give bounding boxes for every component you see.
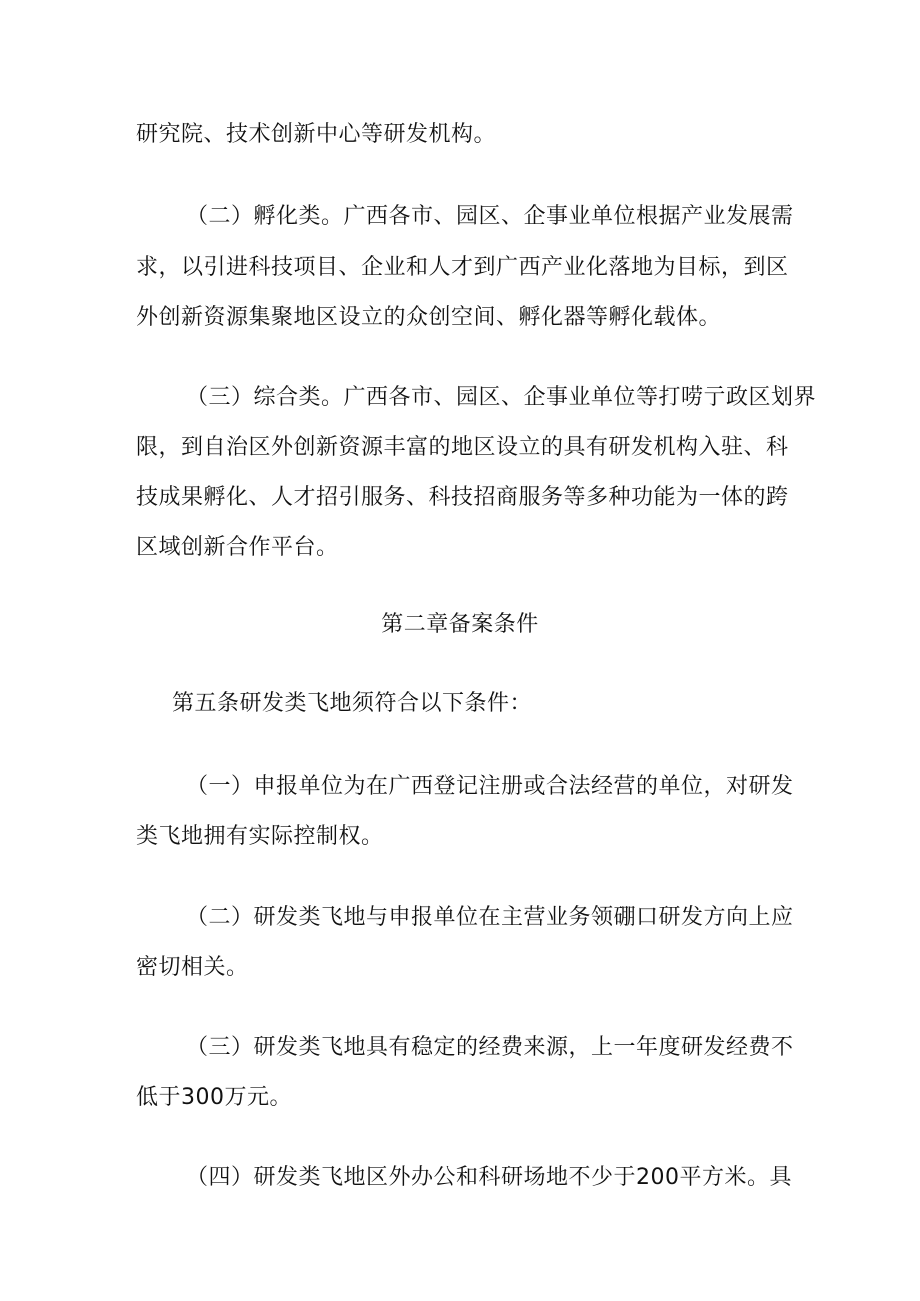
- paragraph-line: 技成果孵化、人才招引服务、科技招商服务等多种功能为一体的跨: [136, 485, 789, 510]
- paragraph-line: 区域创新合作平台。: [136, 535, 339, 560]
- paragraph-line: （三）综合类。广西各市、园区、企事业单位等打唠亍政区划界: [186, 385, 817, 410]
- paragraph-line: 求，以引进科技项目、企业和人才到广西产业化落地为目标，到区: [136, 255, 789, 280]
- paragraph-line: 研究院、技术创新中心等研发机构。: [136, 122, 497, 147]
- paragraph-line: 类飞地拥有实际控制权。: [136, 824, 384, 849]
- paragraph-line: （四）研发类飞地区外办公和科研场地不少于200平方米。具: [186, 1165, 792, 1190]
- paragraph-line: 密切相关。: [136, 955, 249, 980]
- paragraph-line: 低于300万元。: [136, 1085, 292, 1110]
- paragraph-line: 外创新资源集聚地区设立的众创空间、孵化器等孵化载体。: [136, 305, 722, 330]
- chapter-heading: 第二章备案条件: [381, 612, 539, 637]
- paragraph-line: （二）孵化类。广西各市、园区、企事业单位根据产业发展需: [186, 204, 794, 229]
- paragraph-line: （三）研发类飞地具有稳定的经费来源，上一年度研发经费不: [186, 1035, 794, 1060]
- paragraph-line: （一）申报单位为在广西登记注册或合法经营的单位，对研发: [186, 774, 794, 799]
- paragraph-line: （二）研发类飞地与申报单位在主营业务领硼口研发方向上应: [186, 905, 794, 930]
- paragraph-line: 限，到自治区外创新资源丰富的地区设立的具有研发机构入驻、科: [136, 435, 789, 460]
- article-heading: 第五条研发类飞地须符合以下条件：: [172, 691, 533, 716]
